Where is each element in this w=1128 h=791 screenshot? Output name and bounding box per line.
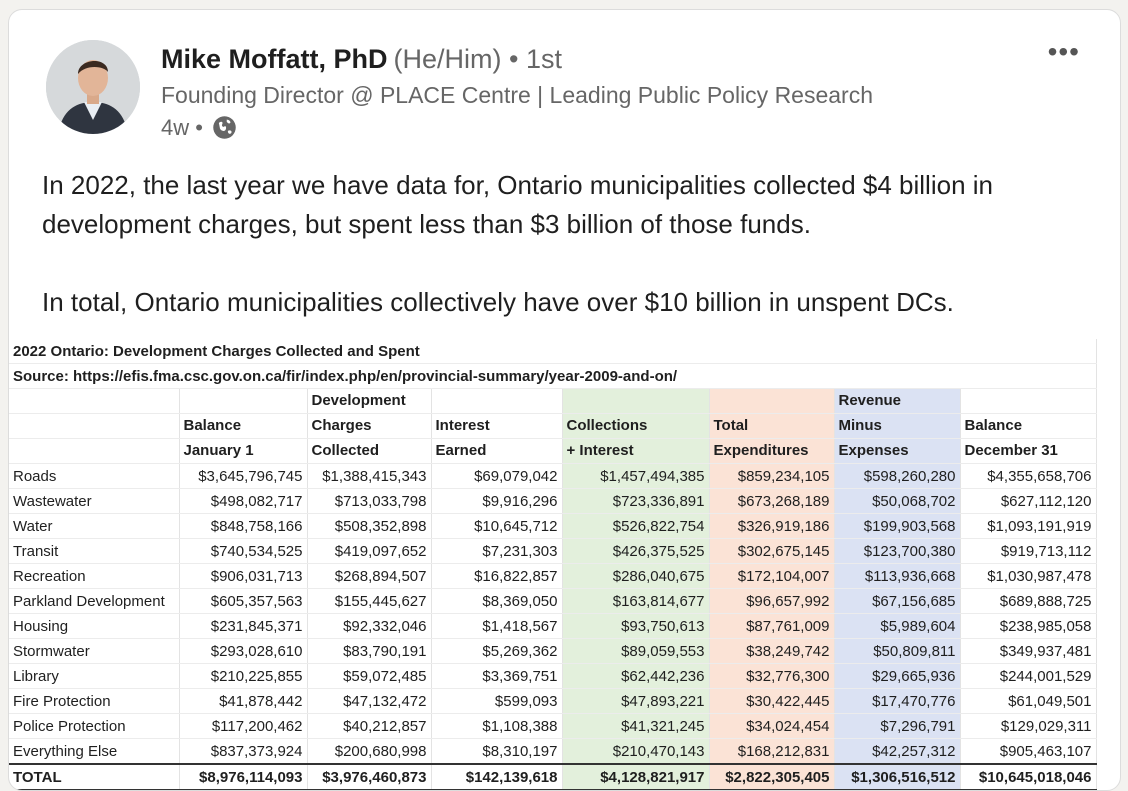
table-row [9,464,1096,489]
column-header [9,414,179,439]
header-row [9,439,1096,464]
total-row [9,764,1096,790]
post-card [8,9,1121,791]
table-row [9,639,1096,664]
table-cell: $238,985,058 [960,614,1096,639]
column-header: Balance [179,414,307,439]
column-header [709,389,834,414]
table-cell: $92,332,046 [307,614,431,639]
table-cell: $244,001,529 [960,664,1096,689]
table-cell: $123,700,380 [834,539,960,564]
table-cell: $83,790,191 [307,639,431,664]
post-text [42,166,1102,322]
table-cell: $906,031,713 [179,564,307,589]
table-row [9,514,1096,539]
table-cell: $113,936,668 [834,564,960,589]
column-header [9,439,179,464]
table-cell: $29,665,936 [834,664,960,689]
table-cell: $17,470,776 [834,689,960,714]
row-label: Library [9,664,179,689]
table-cell: $5,269,362 [431,639,562,664]
table-cell: $419,097,652 [307,539,431,564]
table-cell: $47,893,221 [562,689,709,714]
table-row [9,689,1096,714]
row-label: Parkland Development [9,589,179,614]
row-label: Stormwater [9,639,179,664]
table-cell: $689,888,725 [960,589,1096,614]
table-cell: $1,388,415,343 [307,464,431,489]
column-header [9,389,179,414]
table-cell: $5,989,604 [834,614,960,639]
table-cell: $96,657,992 [709,589,834,614]
table-cell: $498,082,717 [179,489,307,514]
table-cell: $93,750,613 [562,614,709,639]
table-cell: $3,645,796,745 [179,464,307,489]
table-cell: $302,675,145 [709,539,834,564]
column-header: Balance [960,414,1096,439]
table-cell: $62,442,236 [562,664,709,689]
table-cell: $723,336,891 [562,489,709,514]
table-cell: $1,093,191,919 [960,514,1096,539]
table-cell: $69,079,042 [431,464,562,489]
table-cell: $598,260,280 [834,464,960,489]
table-cell: $905,463,107 [960,739,1096,765]
post-time: 4w • [161,114,203,140]
table-cell: $59,072,485 [307,664,431,689]
column-header: Charges [307,414,431,439]
total-cell: $3,976,460,873 [307,764,431,790]
table-cell: $41,878,442 [179,689,307,714]
total-cell: $2,822,305,405 [709,764,834,790]
table-cell: $117,200,462 [179,714,307,739]
column-header [179,389,307,414]
post-paragraph-2: In total, Ontario municipalities collectively have over $10 billion in unspent DCs. [42,287,954,317]
table-cell: $599,093 [431,689,562,714]
table-row [9,664,1096,689]
table-cell: $172,104,007 [709,564,834,589]
table-cell: $673,268,189 [709,489,834,514]
row-label: Wastewater [9,489,179,514]
table-cell: $3,369,751 [431,664,562,689]
spreadsheet-image[interactable] [9,339,1120,791]
sheet-title: 2022 Ontario: Development Charges Collected and Spent [9,339,1096,364]
table-cell: $1,418,567 [431,614,562,639]
total-cell: $1,306,516,512 [834,764,960,790]
connection-degree: • 1st [509,44,562,74]
table-cell: $848,758,166 [179,514,307,539]
table-row [9,564,1096,589]
total-cell: $4,128,821,917 [562,764,709,790]
table-cell: $61,049,501 [960,689,1096,714]
table-cell: $89,059,553 [562,639,709,664]
more-options-icon[interactable]: ••• [1047,36,1080,67]
table-row [9,589,1096,614]
table-cell: $163,814,677 [562,589,709,614]
author-avatar[interactable] [46,40,140,134]
table-cell: $10,645,712 [431,514,562,539]
author-name-row [161,44,562,75]
author-headline: Founding Director @ PLACE Centre | Leading Public Policy Research [161,82,874,108]
table-cell: $286,040,675 [562,564,709,589]
dc-table [9,339,1097,791]
row-label: Recreation [9,564,179,589]
column-header: Development [307,389,431,414]
table-cell: $713,033,798 [307,489,431,514]
post-paragraph-1: In 2022, the last year we have data for, Ontario municipalities collected $4 billion in development charges, but spent less than $3 billion of those funds. [42,170,993,239]
table-row [9,739,1096,765]
table-cell: $4,355,658,706 [960,464,1096,489]
table-cell: $200,680,998 [307,739,431,765]
table-cell: $740,534,525 [179,539,307,564]
table-cell: $8,310,197 [431,739,562,765]
author-pronouns: (He/Him) [393,44,502,74]
column-header: Collections [562,414,709,439]
table-cell: $155,445,627 [307,589,431,614]
table-cell: $7,296,791 [834,714,960,739]
header-row [9,389,1096,414]
table-cell: $426,375,525 [562,539,709,564]
table-cell: $34,024,454 [709,714,834,739]
table-cell: $129,029,311 [960,714,1096,739]
table-cell: $268,894,507 [307,564,431,589]
total-cell: $142,139,618 [431,764,562,790]
column-header: Interest [431,414,562,439]
row-label: Fire Protection [9,689,179,714]
table-cell: $9,916,296 [431,489,562,514]
sheet-source-row [9,364,1096,389]
table-cell: $837,373,924 [179,739,307,765]
column-header: Expenditures [709,439,834,464]
sheet-title-row [9,339,1096,364]
table-cell: $41,321,245 [562,714,709,739]
table-cell: $1,030,987,478 [960,564,1096,589]
table-cell: $508,352,898 [307,514,431,539]
total-label: TOTAL [9,764,179,790]
row-label: Police Protection [9,714,179,739]
column-header: Collected [307,439,431,464]
table-cell: $7,231,303 [431,539,562,564]
table-cell: $231,845,371 [179,614,307,639]
table-cell: $919,713,112 [960,539,1096,564]
table-cell: $50,068,702 [834,489,960,514]
table-row [9,614,1096,639]
table-row [9,539,1096,564]
column-header: Expenses [834,439,960,464]
table-cell: $47,132,472 [307,689,431,714]
table-cell: $40,212,857 [307,714,431,739]
table-cell: $627,112,120 [960,489,1096,514]
table-cell: $210,470,143 [562,739,709,765]
table-cell: $16,822,857 [431,564,562,589]
row-label: Water [9,514,179,539]
globe-icon [211,114,238,141]
column-header: Minus [834,414,960,439]
column-header [562,389,709,414]
column-header: Earned [431,439,562,464]
table-row [9,714,1096,739]
table-cell: $1,108,388 [431,714,562,739]
table-cell: $526,822,754 [562,514,709,539]
column-header: January 1 [179,439,307,464]
row-label: Everything Else [9,739,179,765]
column-header [431,389,562,414]
total-cell: $10,645,018,046 [960,764,1096,790]
row-label: Housing [9,614,179,639]
table-cell: $38,249,742 [709,639,834,664]
total-cell: $8,976,114,093 [179,764,307,790]
table-cell: $210,225,855 [179,664,307,689]
column-header: + Interest [562,439,709,464]
table-cell: $168,212,831 [709,739,834,765]
table-cell: $87,761,009 [709,614,834,639]
table-cell: $859,234,105 [709,464,834,489]
table-cell: $8,369,050 [431,589,562,614]
table-row [9,489,1096,514]
column-header: Total [709,414,834,439]
table-cell: $199,903,568 [834,514,960,539]
column-header: December 31 [960,439,1096,464]
table-cell: $67,156,685 [834,589,960,614]
header-row [9,414,1096,439]
table-cell: $30,422,445 [709,689,834,714]
table-cell: $293,028,610 [179,639,307,664]
table-cell: $349,937,481 [960,639,1096,664]
table-cell: $605,357,563 [179,589,307,614]
table-cell: $32,776,300 [709,664,834,689]
author-name[interactable]: Mike Moffatt, PhD [161,44,388,74]
post-meta [161,114,238,141]
column-header [960,389,1096,414]
table-cell: $42,257,312 [834,739,960,765]
table-cell: $50,809,811 [834,639,960,664]
sheet-source: Source: https://efis.fma.csc.gov.on.ca/fir/index.php/en/provincial-summary/year-2009-and-on/ [9,364,1096,389]
table-cell: $326,919,186 [709,514,834,539]
row-label: Roads [9,464,179,489]
row-label: Transit [9,539,179,564]
table-cell: $1,457,494,385 [562,464,709,489]
column-header: Revenue [834,389,960,414]
